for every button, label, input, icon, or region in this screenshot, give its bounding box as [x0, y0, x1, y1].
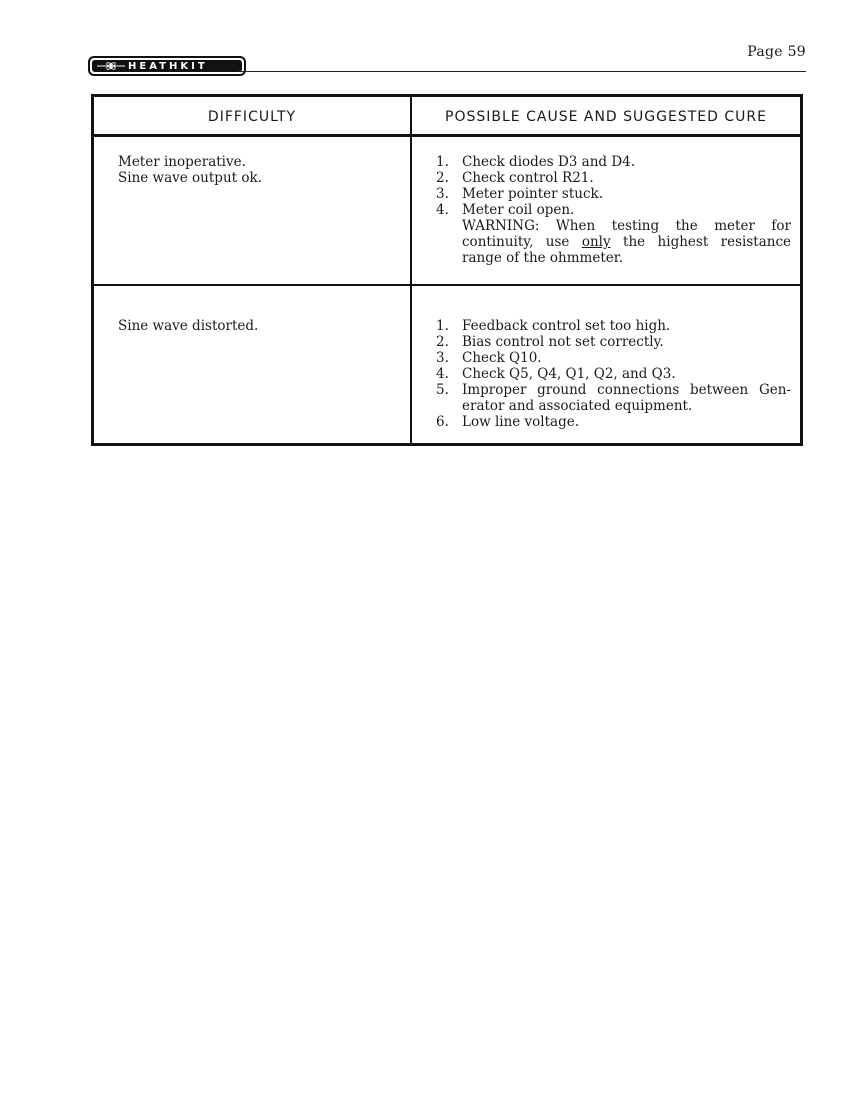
heathkit-emblem-icon — [96, 60, 126, 72]
troubleshooting-table — [91, 94, 803, 446]
cause-item — [436, 414, 791, 430]
cause-item — [436, 366, 791, 382]
cause-number: 3. — [436, 186, 449, 202]
cause-number: 4. — [436, 366, 449, 382]
cause-number: 1. — [436, 154, 449, 170]
column-divider — [410, 97, 412, 443]
row-1-difficulty — [118, 154, 398, 186]
column-header-cause: POSSIBLE CAUSE AND SUGGESTED CURE — [445, 109, 767, 125]
cause-item — [436, 186, 791, 202]
header-rule — [238, 71, 806, 72]
cause-text: Improper ground connections between Gen-erator and associated equipment. — [462, 382, 791, 414]
difficulty-line: Sine wave distorted. — [118, 318, 259, 334]
row-2-causes — [436, 318, 791, 430]
warning-emphasis: only — [581, 234, 611, 250]
cause-text: Meter coil open. — [462, 202, 575, 218]
cause-item — [436, 318, 791, 334]
page-header — [88, 44, 806, 76]
cause-text: Bias control not set correctly. — [462, 334, 664, 350]
difficulty-line: Meter inoperative. — [118, 154, 246, 170]
row-1-causes — [436, 154, 791, 266]
row-divider — [94, 284, 800, 286]
cause-item — [436, 350, 791, 366]
cause-item — [436, 382, 791, 414]
logo-text: HEATHKIT — [128, 60, 208, 72]
cause-number: 5. — [436, 382, 449, 398]
cause-text: Check diodes D3 and D4. — [462, 154, 636, 170]
header-divider — [94, 134, 800, 137]
cause-number: 4. — [436, 202, 449, 218]
difficulty-line: Sine wave output ok. — [118, 170, 262, 186]
cause-text: Check Q10. — [462, 350, 542, 366]
column-header-difficulty: DIFFICULTY — [207, 109, 297, 125]
cause-item — [436, 334, 791, 350]
cause-number: 2. — [436, 334, 449, 350]
cause-text: Low line voltage. — [462, 414, 580, 430]
cause-number: 3. — [436, 350, 449, 366]
cause-text: Check control R21. — [462, 170, 594, 186]
cause-item — [436, 154, 791, 170]
warning-prefix: WARNING: When testing the meter for continuity, use — [462, 218, 791, 250]
row-2-difficulty — [118, 318, 398, 334]
heathkit-logo — [88, 56, 246, 76]
warning-suffix: the highest resistance range of the ohmmeter. — [462, 234, 791, 266]
warning-note — [436, 218, 791, 266]
cause-text: Meter pointer stuck. — [462, 186, 603, 202]
cause-number: 1. — [436, 318, 449, 334]
cause-item — [436, 170, 791, 186]
page-number: Page 59 — [747, 44, 806, 60]
cause-number: 2. — [436, 170, 449, 186]
cause-item — [436, 202, 791, 218]
cause-text: Check Q5, Q4, Q1, Q2, and Q3. — [462, 366, 676, 382]
cause-number: 6. — [436, 414, 449, 430]
cause-text: Feedback control set too high. — [462, 318, 671, 334]
